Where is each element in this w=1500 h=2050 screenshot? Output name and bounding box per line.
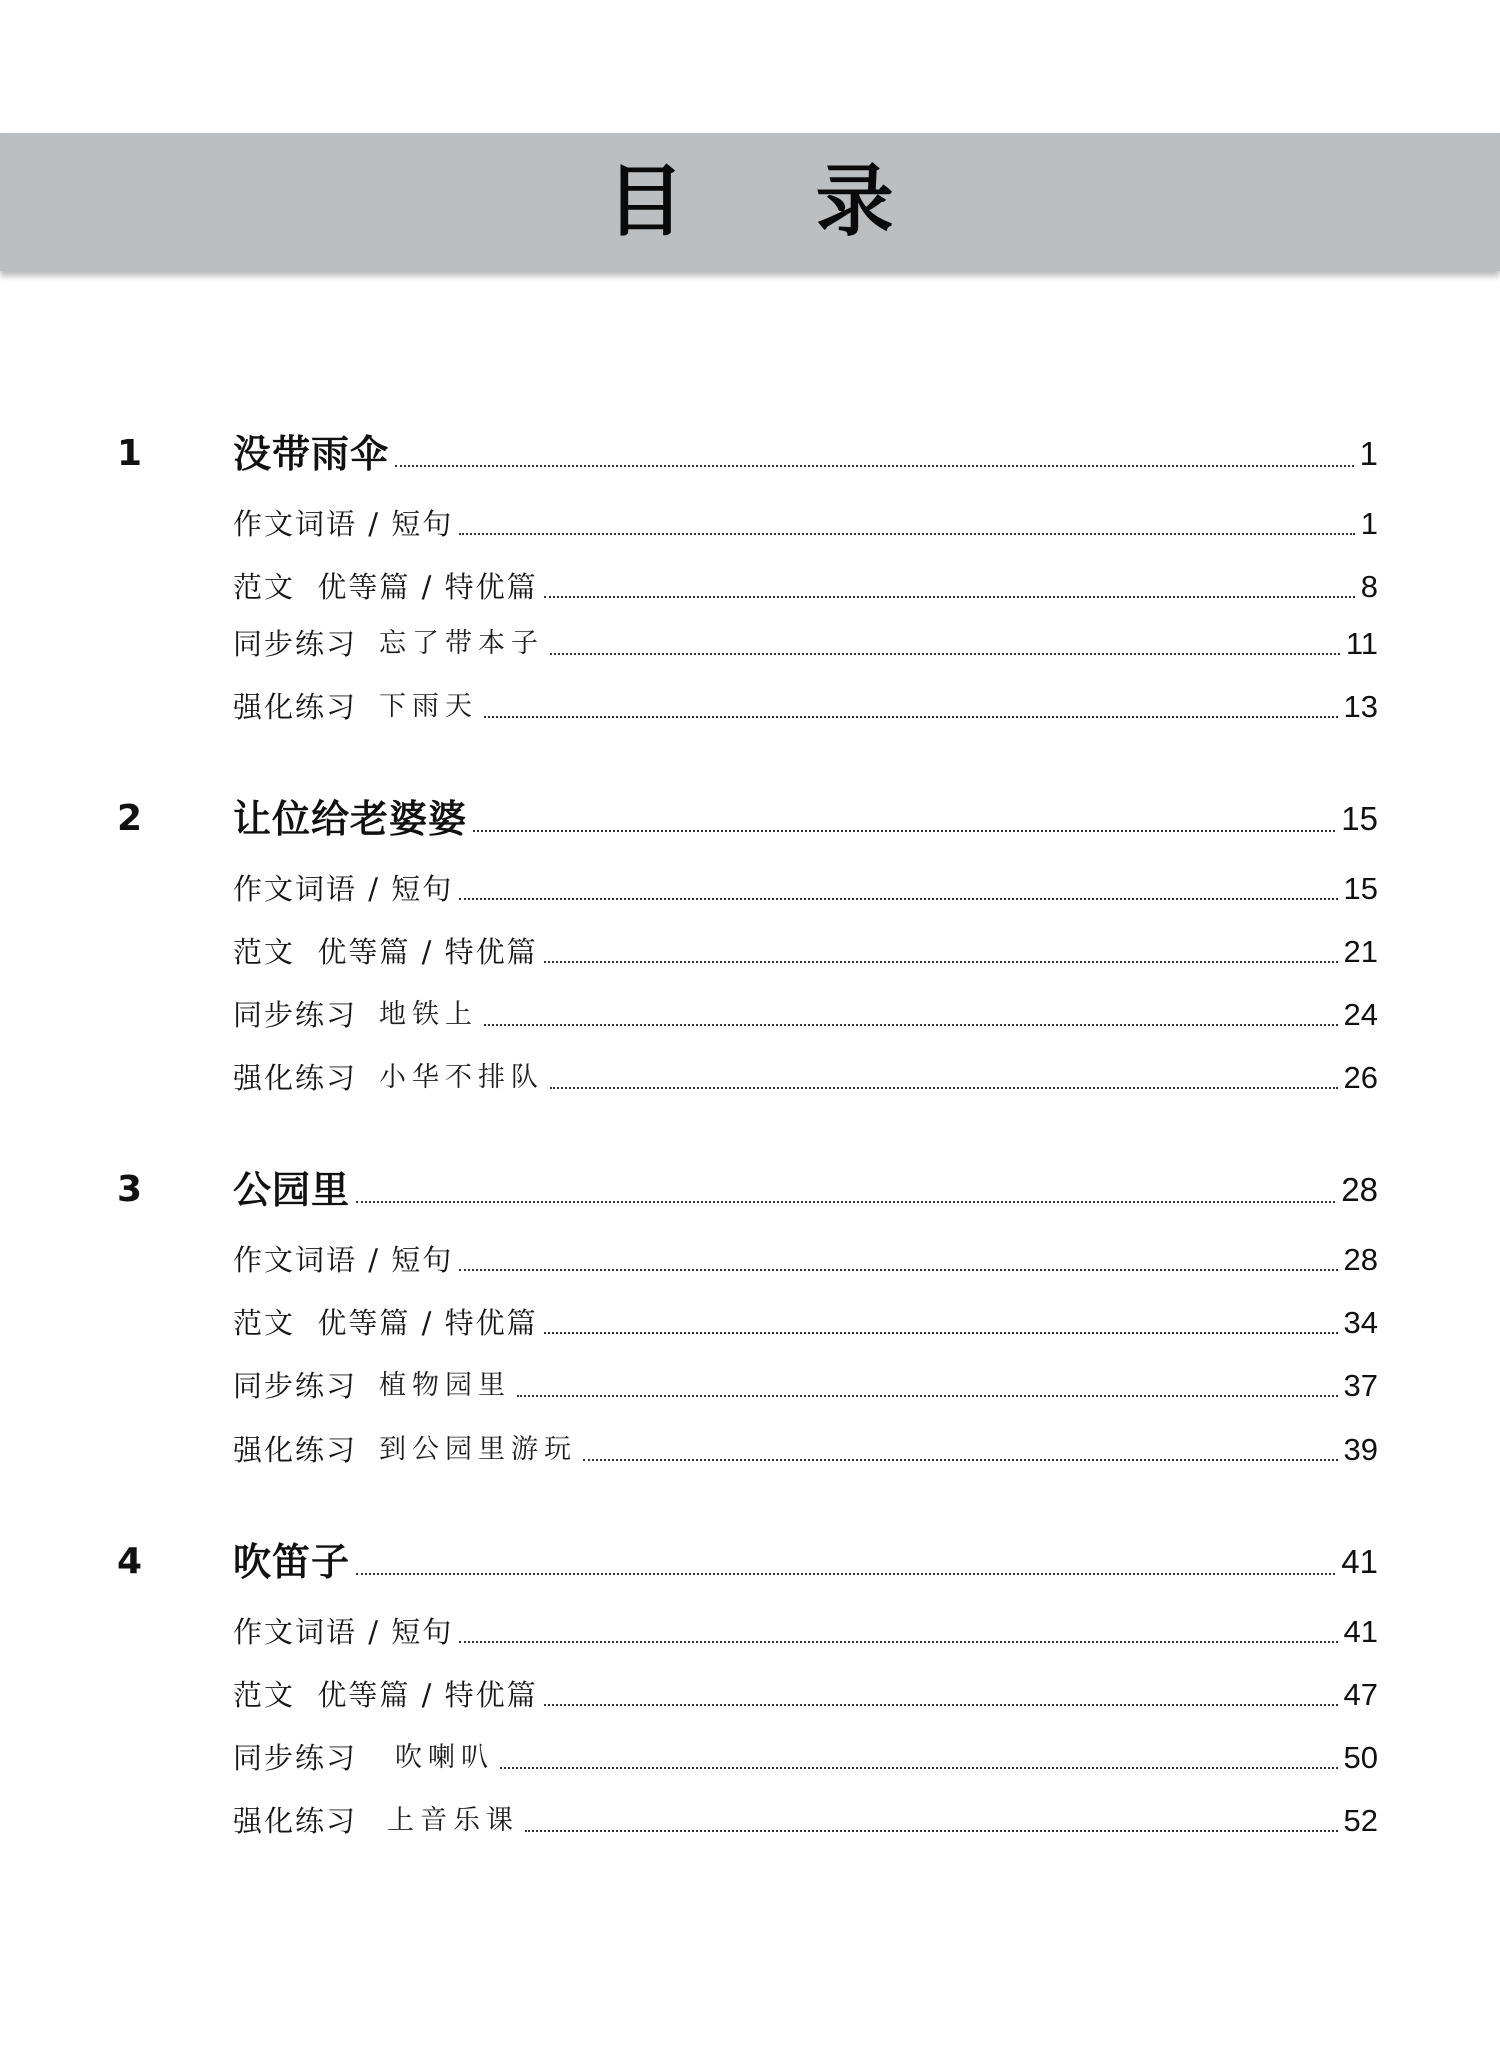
dot-leader	[484, 1024, 1338, 1026]
dot-leader	[356, 1573, 1335, 1575]
toc-entry-row[interactable]	[233, 1236, 1378, 1280]
dot-leader	[544, 596, 1355, 598]
toc-entry-row[interactable]	[233, 1608, 1378, 1652]
entry-label: 强化练习	[233, 690, 358, 724]
entry-label: 同步练习	[233, 1369, 358, 1403]
page-title: 目 录	[606, 157, 946, 247]
page-number: 39	[1343, 1432, 1378, 1467]
entry-subtitle: 到公园里游玩	[379, 1434, 578, 1465]
toc-entry-row[interactable]	[233, 1734, 1378, 1778]
dot-leader	[525, 1830, 1338, 1832]
entry-label: 强化练习	[233, 1433, 358, 1467]
entry-subtitle: 忘了带本子	[379, 628, 545, 659]
page-number: 41	[1343, 1614, 1378, 1649]
entry-subtitle: 地铁上	[379, 999, 479, 1030]
dot-leader	[583, 1459, 1338, 1461]
entry-label: 作文词语 / 短句	[233, 507, 454, 541]
toc-entry-row[interactable]	[233, 991, 1378, 1035]
toc-entry-row[interactable]	[233, 1362, 1378, 1406]
toc-entry-row[interactable]	[233, 563, 1378, 607]
toc-entry-row[interactable]	[233, 865, 1378, 909]
toc-entry-row[interactable]	[233, 1797, 1378, 1841]
page-number: 37	[1343, 1368, 1378, 1403]
chapter-title: 没带雨伞	[233, 432, 390, 476]
page-number: 50	[1343, 1740, 1378, 1775]
entry-label: 范文 优等篇 / 特优篇	[233, 570, 538, 604]
dot-leader	[395, 465, 1354, 467]
page-number: 52	[1343, 1803, 1378, 1838]
toc-entry-row[interactable]	[233, 620, 1378, 664]
page-number: 15	[1341, 800, 1378, 837]
entry-subtitle: 吹喇叭	[395, 1742, 495, 1773]
entry-label: 强化练习	[233, 1061, 358, 1095]
dot-leader	[484, 716, 1338, 718]
dot-leader	[473, 830, 1335, 832]
entry-label: 强化练习	[233, 1804, 358, 1838]
title-band	[0, 133, 1500, 271]
toc-entry-row[interactable]	[233, 1426, 1378, 1470]
entry-label: 范文 优等篇 / 特优篇	[233, 1306, 538, 1340]
dot-leader	[550, 653, 1340, 655]
entry-label: 范文 优等篇 / 特优篇	[233, 1678, 538, 1712]
entry-label: 同步练习	[233, 998, 358, 1032]
dot-leader	[500, 1767, 1338, 1769]
chapter-title: 公园里	[233, 1168, 351, 1212]
page-number: 11	[1345, 626, 1378, 661]
chapter-number: 4	[117, 1541, 143, 1582]
entry-label: 作文词语 / 短句	[233, 1615, 454, 1649]
page-number: 34	[1343, 1305, 1378, 1340]
page-number: 21	[1343, 934, 1378, 969]
chapter-number: 3	[117, 1169, 143, 1210]
dot-leader	[459, 533, 1355, 535]
toc-entry-row[interactable]	[233, 683, 1378, 727]
dot-leader	[459, 1269, 1337, 1271]
toc-chapter-row[interactable]	[233, 797, 1378, 841]
chapter-title: 吹笛子	[233, 1540, 351, 1584]
page-number: 1	[1360, 506, 1378, 541]
entry-label: 同步练习	[233, 1741, 358, 1775]
page-number: 24	[1343, 997, 1378, 1032]
page-number: 1	[1359, 435, 1378, 472]
page-number: 15	[1343, 871, 1378, 906]
dot-leader	[517, 1395, 1338, 1397]
entry-label: 作文词语 / 短句	[233, 872, 454, 906]
chapter-title: 让位给老婆婆	[233, 797, 468, 841]
dot-leader	[459, 898, 1337, 900]
toc-chapter-row[interactable]	[233, 432, 1378, 476]
toc-chapter-row[interactable]	[233, 1168, 1378, 1212]
dot-leader	[544, 961, 1338, 963]
entry-label: 同步练习	[233, 627, 358, 661]
toc-entry-row[interactable]	[233, 1054, 1378, 1098]
entry-subtitle: 植物园里	[379, 1370, 512, 1401]
toc-chapter-row[interactable]	[233, 1540, 1378, 1584]
dot-leader	[459, 1641, 1337, 1643]
entry-subtitle: 上音乐课	[387, 1805, 520, 1836]
toc-entry-row[interactable]	[233, 500, 1378, 544]
dot-leader	[544, 1332, 1338, 1334]
entry-subtitle: 小华不排队	[379, 1062, 545, 1093]
entry-label: 范文 优等篇 / 特优篇	[233, 935, 538, 969]
toc-entry-row[interactable]	[233, 928, 1378, 972]
page-number: 28	[1341, 1171, 1378, 1208]
dot-leader	[550, 1087, 1338, 1089]
page-number: 41	[1341, 1543, 1378, 1580]
toc-entry-row[interactable]	[233, 1299, 1378, 1343]
entry-label: 作文词语 / 短句	[233, 1243, 454, 1277]
dot-leader	[544, 1704, 1338, 1706]
chapter-number: 2	[117, 798, 143, 839]
entry-subtitle: 下雨天	[379, 691, 479, 722]
dot-leader	[356, 1201, 1335, 1203]
page-number: 28	[1343, 1242, 1378, 1277]
toc-entry-row[interactable]	[233, 1671, 1378, 1715]
page-number: 8	[1360, 569, 1378, 604]
page-number: 26	[1343, 1060, 1378, 1095]
chapter-number: 1	[117, 433, 143, 474]
page-number: 13	[1343, 689, 1378, 724]
page-number: 47	[1343, 1677, 1378, 1712]
